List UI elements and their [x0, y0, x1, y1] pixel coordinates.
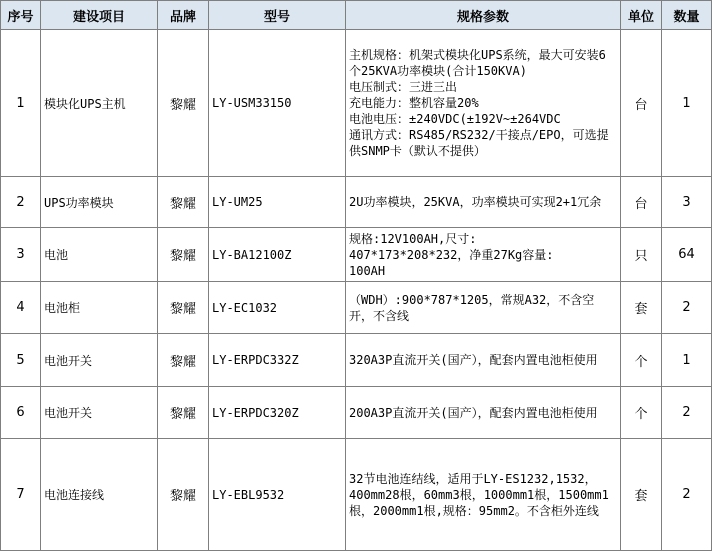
header-brand: 品牌 — [158, 1, 209, 30]
table-row — [1, 30, 712, 177]
header-model: 型号 — [209, 1, 346, 30]
row-no: 3 — [1, 228, 41, 282]
row-brand: 黎耀 — [158, 282, 209, 334]
row-unit: 台 — [621, 30, 662, 177]
row-model: LY-EBL9532 — [209, 439, 346, 551]
row-spec: 规格:12V100AH,尺寸: 407*173*208*232，净重27Kg容量: 100AH — [346, 228, 621, 282]
row-model: LY-ERPDC320Z — [209, 387, 346, 439]
header-qty: 数量 — [662, 1, 712, 30]
row-no: 7 — [1, 439, 41, 551]
table-row — [1, 334, 712, 387]
row-spec: 2U功率模块，25KVA，功率模块可实现2+1冗余 — [346, 177, 621, 228]
header-spec: 规格参数 — [346, 1, 621, 30]
row-qty: 2 — [662, 282, 712, 334]
table-row — [1, 228, 712, 282]
row-spec: 32节电池连结线，适用于LY-ES1232,1532，400mm28根，60mm3根，1000mm1根，1500mm1根，2000mm1根,规格：95mm2。不含柜外连线 — [346, 439, 621, 551]
row-unit: 套 — [621, 282, 662, 334]
row-item: 电池柜 — [41, 282, 158, 334]
row-qty: 1 — [662, 334, 712, 387]
row-no: 6 — [1, 387, 41, 439]
row-qty: 2 — [662, 439, 712, 551]
row-unit: 个 — [621, 387, 662, 439]
row-item: 电池开关 — [41, 387, 158, 439]
row-item: UPS功率模块 — [41, 177, 158, 228]
row-brand: 黎耀 — [158, 30, 209, 177]
row-spec: 320A3P直流开关(国产），配套内置电池柜使用 — [346, 334, 621, 387]
header-row — [1, 1, 712, 30]
table-row — [1, 177, 712, 228]
row-item: 电池 — [41, 228, 158, 282]
row-spec: 200A3P直流开关(国产），配套内置电池柜使用 — [346, 387, 621, 439]
row-no: 1 — [1, 30, 41, 177]
row-brand: 黎耀 — [158, 439, 209, 551]
header-item: 建设项目 — [41, 1, 158, 30]
row-no: 5 — [1, 334, 41, 387]
row-brand: 黎耀 — [158, 334, 209, 387]
table-row — [1, 282, 712, 334]
row-qty: 64 — [662, 228, 712, 282]
row-brand: 黎耀 — [158, 177, 209, 228]
row-unit: 套 — [621, 439, 662, 551]
table-row — [1, 439, 712, 551]
row-no: 2 — [1, 177, 41, 228]
row-qty: 1 — [662, 30, 712, 177]
row-model: LY-UM25 — [209, 177, 346, 228]
row-unit: 台 — [621, 177, 662, 228]
row-no: 4 — [1, 282, 41, 334]
row-model: LY-USM33150 — [209, 30, 346, 177]
row-model: LY-EC1032 — [209, 282, 346, 334]
row-item: 电池开关 — [41, 334, 158, 387]
row-unit: 个 — [621, 334, 662, 387]
row-qty: 2 — [662, 387, 712, 439]
header-no: 序号 — [1, 1, 41, 30]
row-brand: 黎耀 — [158, 228, 209, 282]
row-qty: 3 — [662, 177, 712, 228]
row-spec: 主机规格：机架式模块化UPS系统，最大可安装6个25KVA功率模块(合计150KVA) 电压制式：三进三出 充电能力：整机容量20% 电池电压：±240VDC(±192V~±264VDC 通讯方式：RS485/RS232/干接点/EPO，可选提供SNMP卡（默认不提供） — [346, 30, 621, 177]
row-unit: 只 — [621, 228, 662, 282]
row-item: 模块化UPS主机 — [41, 30, 158, 177]
table-row — [1, 387, 712, 439]
row-model: LY-BA12100Z — [209, 228, 346, 282]
row-model: LY-ERPDC332Z — [209, 334, 346, 387]
row-item: 电池连接线 — [41, 439, 158, 551]
row-spec: （WDH）:900*787*1205，常规A32，不含空开，不含线 — [346, 282, 621, 334]
header-unit: 单位 — [621, 1, 662, 30]
row-brand: 黎耀 — [158, 387, 209, 439]
